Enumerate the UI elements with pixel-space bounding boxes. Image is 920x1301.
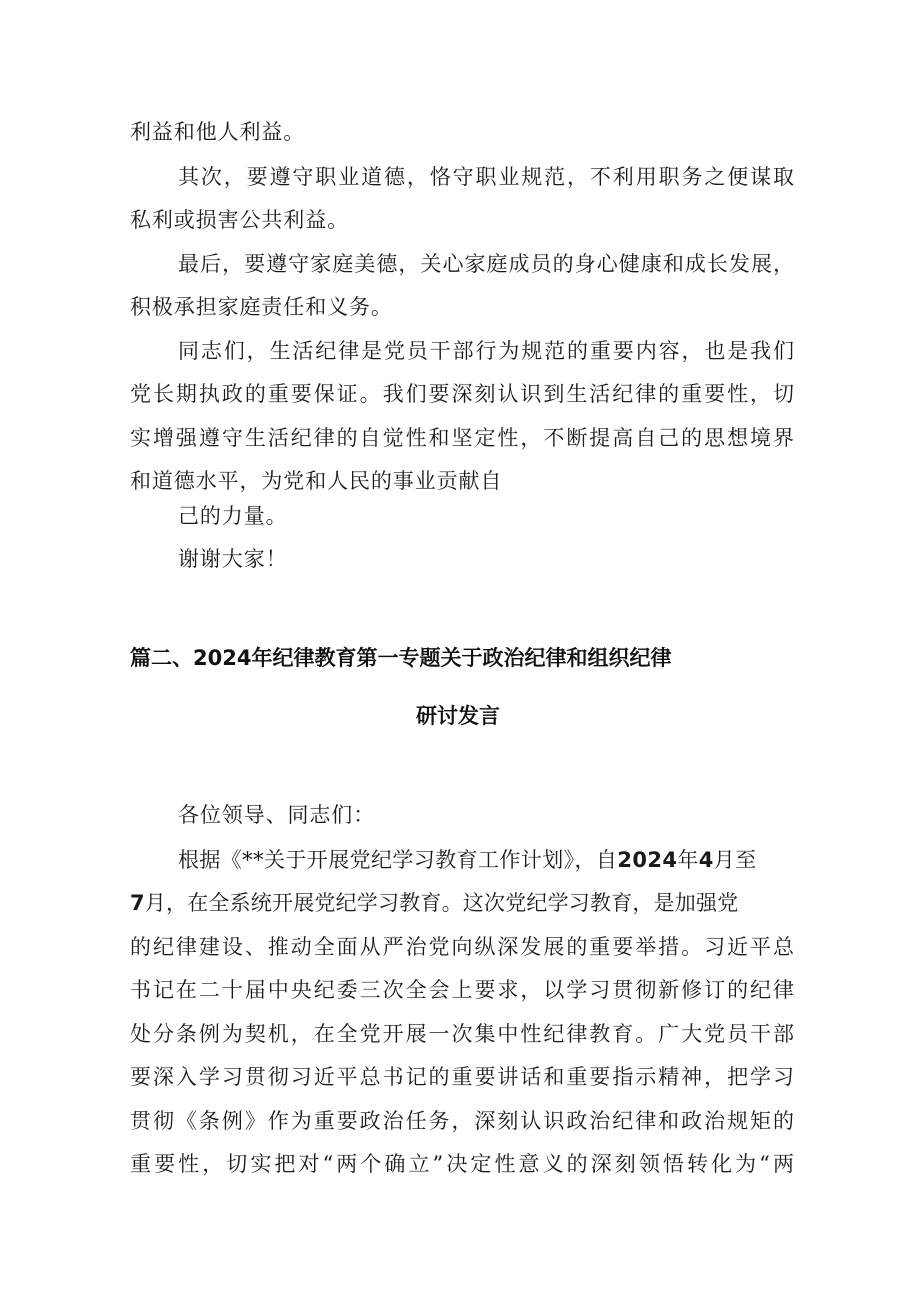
section-title: 篇二、2024年纪律教育第一专题关于政治纪律和组织纪律 [130, 646, 672, 670]
text-segment: 年 [677, 848, 699, 872]
text-line: 处分条例为契机，在全党开展一次集中性纪律教育。广大党员干部 [130, 1022, 794, 1046]
year-number: 2024 [617, 848, 678, 872]
month-number: 4 [698, 848, 714, 872]
text-line: 重要性，切实把对“两个确立”决定性意义的深刻领悟转化为“两 [130, 1152, 794, 1176]
text-segment: 月至 [713, 848, 757, 872]
text-line: 书记在二十届中央纪委三次全会上要求，以学习贯彻新修订的纪律 [130, 978, 794, 1002]
month-number: 7 [130, 891, 145, 915]
text-line: 积极承担家庭责任和义务。 [130, 295, 393, 319]
text-line: 最后，要遵守家庭美德，关心家庭成员的身心健康和成长发展， [178, 252, 794, 276]
section-subtitle: 研讨发言 [416, 704, 500, 728]
text-line: 利益和他人利益。 [130, 120, 306, 144]
text-line [178, 846, 757, 874]
text-segment: 根据《**关于开展党纪学习教育工作计划》，自 [178, 848, 618, 872]
text-line: 同志们，生活纪律是党员干部行为规范的重要内容，也是我们 [178, 339, 794, 363]
text-line: 党长期执政的重要保证。我们要深刻认识到生活纪律的重要性，切 [130, 382, 794, 406]
text-line: 己的力量。 [178, 504, 288, 528]
text-line: 和道德水平，为党和人民的事业贡献自 [130, 469, 503, 493]
text-line: 要深入学习贯彻习近平总书记的重要讲话和重要指示精神，把学习 [130, 1065, 794, 1089]
text-segment: 月，在全系统开展党纪学习教育。这次党纪学习教育，是加强党 [144, 891, 739, 915]
text-line: 实增强遵守生活纪律的自觉性和坚定性，不断提高自己的思想境界 [130, 426, 794, 450]
text-line: 私利或损害公共利益。 [130, 208, 349, 232]
text-line: 其次，要遵守职业道德，恪守职业规范，不利用职务之便谋取 [178, 165, 794, 189]
closing-thanks: 谢谢大家！ [178, 547, 288, 571]
text-line [130, 889, 738, 917]
greeting: 各位领导、同志们： [178, 803, 376, 827]
text-line: 贯彻《条例》作为重要政治任务，深刻认识政治纪律和政治规矩的 [130, 1109, 794, 1133]
text-line: 的纪律建设、推动全面从严治党向纵深发展的重要举措。习近平总 [130, 935, 794, 959]
